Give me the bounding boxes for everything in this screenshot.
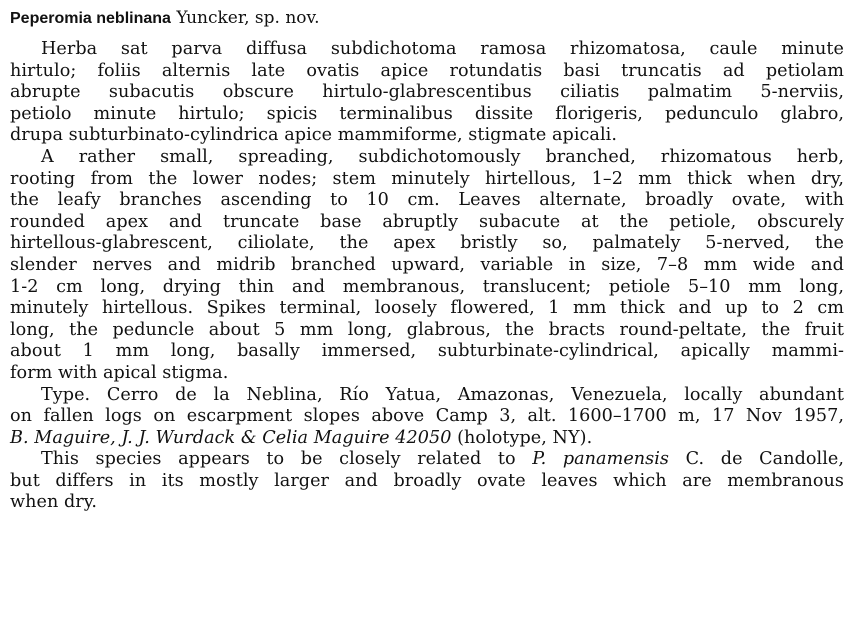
latin-line: abrupte subacutis obscure hirtulo-glabrescentibus ciliatis palmatim 5-nerviis,: [10, 82, 844, 103]
latin-line: hirtulo; foliis alternis late ovatis apice rotundatis basi truncatis ad petiolam: [10, 60, 844, 81]
type-collectors-line: [10, 428, 844, 450]
description-line: about 1 mm long, basally immersed, subturbinate-cylindrical, apically mammi-: [10, 341, 844, 362]
species-name: Peperomia neblinana: [10, 10, 171, 27]
type-line: Type. Cerro de la Neblina, Río Yatua, Amazonas, Venezuela, locally abundant: [41, 384, 844, 405]
description-line: the leafy branches ascending to 10 cm. Leaves alternate, broadly ovate, with: [10, 190, 844, 211]
latin-line: drupa subturbinato-cylindrica apice mammiforme, stigmate apicali.: [10, 125, 617, 146]
relation-line: but differs in its mostly larger and broadly ovate leaves which are membranous: [10, 470, 844, 491]
type-line: on fallen logs on escarpment slopes above Camp 3, alt. 1600–1700 m, 17 Nov 1957,: [10, 406, 844, 427]
description-line: hirtellous-glabrescent, ciliolate, the apex bristly so, palmately 5-nerved, the: [10, 233, 844, 254]
type-specimen: [10, 385, 844, 450]
species-author: Yuncker, sp. nov.: [170, 8, 320, 28]
relation-text: This species appears to be closely related to: [41, 449, 533, 470]
description-line: long, the peduncle about 5 mm long, glabrous, the bracts round-peltate, the fruit: [10, 319, 844, 340]
relation-text: C. de Candolle,: [669, 449, 844, 470]
description-line: minutely hirtellous. Spikes terminal, loosely flowered, 1 mm thick and up to 2 cm: [10, 298, 844, 319]
description-line: 1-2 cm long, drying thin and membranous, translucent; petiole 5–10 mm long,: [10, 276, 844, 297]
document-page: [10, 6, 844, 514]
description-line: rounded apex and truncate base abruptly subacute at the petiole, obscurely: [10, 211, 844, 232]
latin-line: Herba sat parva diffusa subdichotoma ramosa rhizomatosa, caule minute: [41, 39, 844, 59]
description-line: slender nerves and midrib branched upward, variable in size, 7–8 mm wide and: [10, 254, 844, 275]
relationship-note: [10, 449, 844, 514]
relation-line: [10, 449, 844, 471]
holotype: (holotype, NY).: [451, 427, 593, 448]
species-heading: [10, 6, 844, 31]
latin-diagnosis: [10, 39, 844, 147]
related-taxon: P. panamensis: [532, 449, 670, 470]
latin-line: petiolo minute hirtulo; spicis terminalibus dissite florigeris, pedunculo glabro,: [10, 103, 844, 124]
description-line: form with apical stigma.: [10, 362, 229, 383]
relation-line: when dry.: [10, 492, 98, 513]
description-line: A rather small, spreading, subdichotomously branched, rhizomatous herb,: [41, 146, 844, 167]
collectors: B. Maguire, J. J. Wurdack & Celia Maguire 42050: [10, 427, 452, 448]
description-line: rooting from the lower nodes; stem minutely hirtellous, 1–2 mm thick when dry,: [10, 168, 844, 189]
english-description: [10, 147, 844, 385]
